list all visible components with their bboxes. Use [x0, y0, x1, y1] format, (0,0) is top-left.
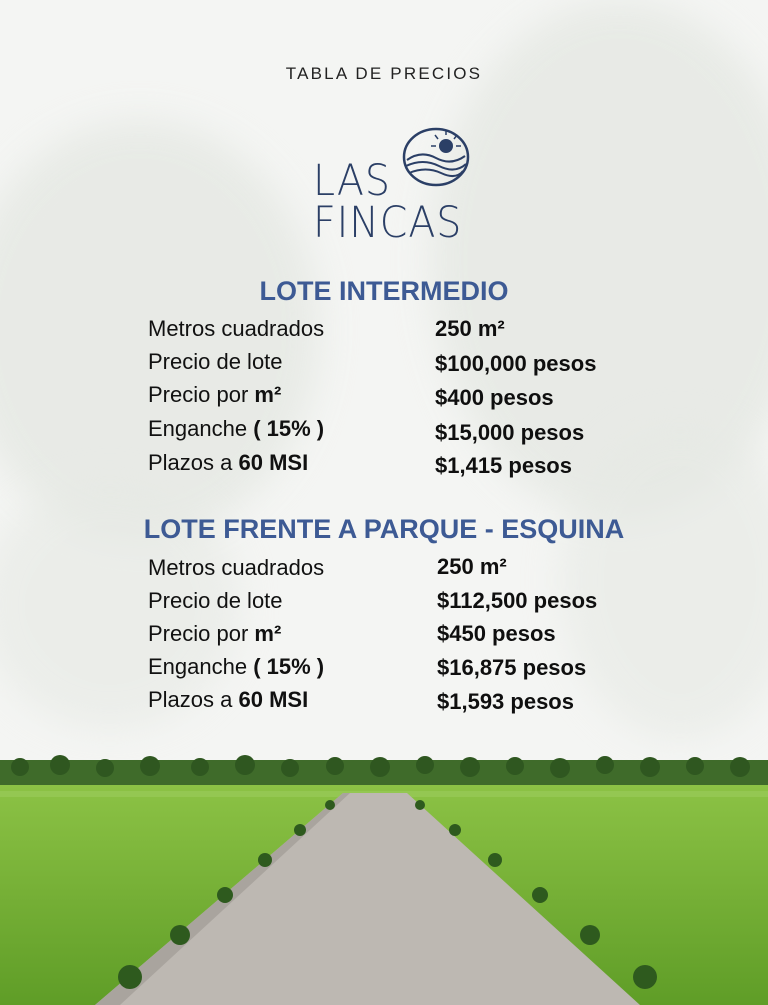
row-value: $1,415 pesos — [435, 453, 572, 478]
row-value: $100,000 pesos — [435, 351, 597, 376]
landscape-illustration — [0, 755, 768, 1005]
row-label: Enganche ( 15% ) — [148, 416, 325, 441]
price-table-tagline: TABLA DE PRECIOS — [285, 64, 483, 83]
row-label: Plazos a 60 MSI — [148, 687, 309, 712]
row-value: $400 pesos — [435, 385, 554, 410]
logo-line1: LAS — [313, 156, 391, 206]
row-label: Plazos a 60 MSI — [148, 450, 309, 475]
row-value: $15,000 pesos — [435, 420, 585, 445]
row-label: Precio de lote — [148, 349, 283, 374]
row-value: $450 pesos — [437, 621, 556, 646]
row-label: Precio por m² — [148, 382, 282, 407]
logo-line2: FINCAS — [313, 198, 463, 248]
row-value: $112,500 pesos — [437, 588, 598, 613]
las-fincas-logo — [313, 122, 478, 248]
row-label: Metros cuadrados — [148, 316, 325, 341]
row-label: Precio por m² — [148, 621, 282, 646]
row-label: Enganche ( 15% ) — [148, 654, 325, 679]
row-value: 250 m² — [437, 554, 507, 579]
section-title-lote-frente-parque: LOTE FRENTE A PARQUE - ESQUINA — [143, 514, 625, 544]
row-value: $16,875 pesos — [437, 655, 587, 680]
sun-over-hills-icon — [401, 126, 471, 188]
row-value: 250 m² — [435, 316, 505, 341]
row-value: $1,593 pesos — [437, 689, 574, 714]
row-label: Metros cuadrados — [148, 555, 325, 580]
section-title-lote-intermedio: LOTE INTERMEDIO — [259, 276, 509, 306]
row-label: Precio de lote — [148, 588, 283, 613]
